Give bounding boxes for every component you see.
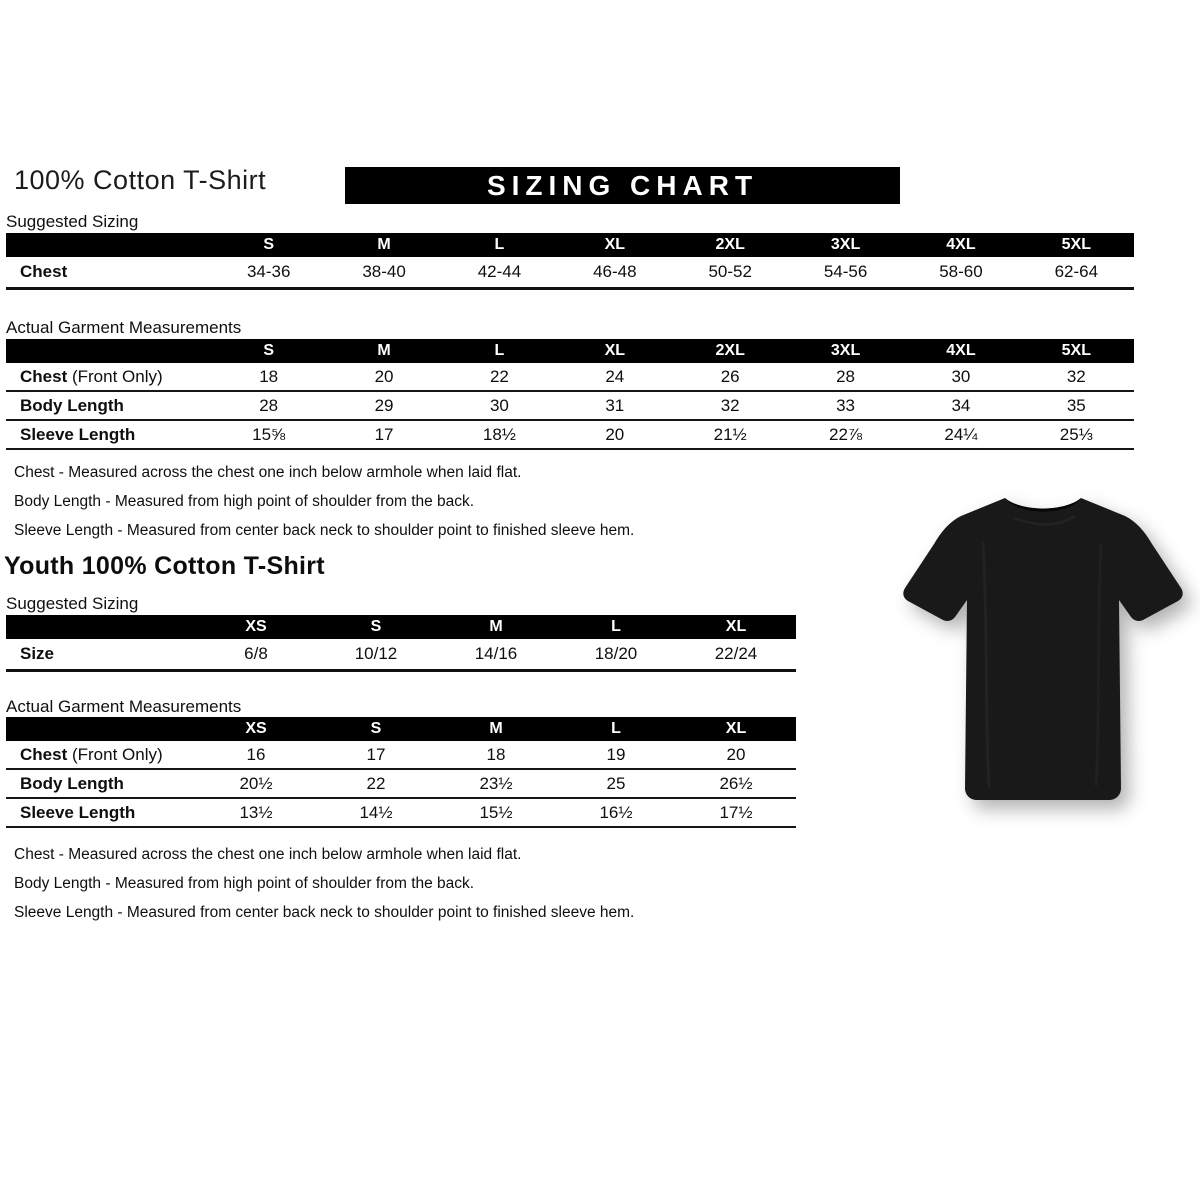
table-cell: 15⅝ [252,424,286,444]
youth-garment-measurements-label: Actual Garment Measurements [6,697,242,716]
column-header-l: L [494,236,505,253]
table-cell: 17 [374,424,394,444]
column-header-xl: XL [604,342,626,359]
table-cell: 25⅓ [1059,424,1093,444]
column-header-m: M [377,236,391,253]
adult-measurement-notes [14,458,634,545]
table-cell: 20 [605,424,625,444]
table-cell: 24 [605,366,625,386]
column-header-s: S [370,618,382,635]
youth-suggested-sizing-table [6,615,796,672]
row-label: Body Length [20,395,124,415]
adult-garment-measurements-label: Actual Garment Measurements [6,318,242,337]
table-cell: 18 [259,366,279,386]
column-header-xs: XS [245,618,267,635]
column-header-m: M [489,720,503,737]
table-header-row [6,339,1134,363]
table-cell: 14½ [359,802,393,822]
table-cell: 58-60 [939,262,983,281]
note-body-length: Body Length - Measured from high point of shoulder from the back. [14,493,475,510]
table-cell: 62-64 [1054,262,1099,281]
table-cell: 16 [246,744,266,764]
table-cell: 17½ [719,802,753,822]
column-header-l: L [611,720,621,737]
column-header-l: L [494,342,505,359]
note-sleeve-length: Sleeve Length - Measured from center back neck to shoulder point to finished sleeve hem. [14,904,635,921]
column-header-l: L [611,618,621,635]
table-cell: 28 [259,395,279,415]
table-cell: 46-48 [593,262,637,281]
table-cell: 20½ [239,773,273,793]
column-header-xs: XS [245,720,267,737]
row-label: Sleeve Length [20,802,136,822]
youth-garment-measurements-table [6,717,796,828]
table-cell: 32 [1066,366,1086,386]
table-cell: 18½ [482,424,516,444]
table-cell: 22⅞ [829,424,863,444]
table-cell: 21½ [713,424,747,444]
tshirt-image [893,472,1193,827]
note-chest: Chest - Measured across the chest one inch below armhole when laid flat. [14,846,522,863]
row-label: Chest (Front Only) [20,366,163,386]
table-cell: 17 [366,744,386,764]
table-row [6,799,796,828]
table-cell: 29 [374,395,394,415]
table-row [6,363,1134,392]
note-chest: Chest - Measured across the chest one inch below armhole when laid flat. [14,464,522,481]
table-cell: 42-44 [477,262,522,281]
table-cell: 18 [486,744,506,764]
table-row [6,257,1134,290]
column-header-s: S [370,720,382,737]
table-cell: 23½ [479,773,513,793]
adult-suggested-sizing-label: Suggested Sizing [6,212,139,231]
table-cell: 50-52 [708,262,752,281]
column-header-3xl: 3XL [830,236,861,253]
table-cell: 25 [606,773,626,793]
table-cell: 19 [606,744,626,764]
table-cell: 20 [374,366,394,386]
table-cell: 35 [1066,395,1086,415]
column-header-xl: XL [725,720,747,737]
table-cell: 22/24 [714,644,758,663]
table-cell: 20 [726,744,746,764]
table-cell: 22 [489,366,509,386]
table-header-row [6,615,796,639]
adult-garment-measurements-table [6,339,1134,450]
table-cell: 24¼ [944,424,978,444]
note-sleeve-length: Sleeve Length - Measured from center back neck to shoulder point to finished sleeve hem. [14,522,635,539]
row-label: Size [20,644,55,663]
youth-suggested-sizing-label: Suggested Sizing [6,594,139,613]
table-cell: 30 [951,366,971,386]
sizing-chart-banner: SIZING CHART [345,167,900,204]
column-header-4xl: 4XL [946,342,976,359]
column-header-m: M [489,618,503,635]
table-header-row [6,717,796,741]
page-title: 100% Cotton T-Shirt [14,165,267,195]
column-header-m: M [377,342,391,359]
table-cell: 34-36 [246,262,291,281]
column-header-s: S [263,342,275,359]
table-row [6,741,796,770]
table-row [6,639,796,672]
black-tshirt-icon [893,472,1193,827]
column-header-5xl: 5XL [1061,342,1091,359]
column-header-2xl: 2XL [715,342,745,359]
youth-measurement-notes [14,840,634,927]
column-header-s: S [263,236,275,253]
table-cell: 26 [720,366,740,386]
table-cell: 22 [366,773,386,793]
column-header-3xl: 3XL [830,342,861,359]
table-cell: 13½ [239,802,273,822]
adult-suggested-sizing-table [6,233,1134,290]
row-label: Sleeve Length [20,424,136,444]
table-row [6,392,1134,421]
table-cell: 15½ [479,802,513,822]
column-header-5xl: 5XL [1061,236,1091,253]
row-label: Chest (Front Only) [20,744,163,764]
table-cell: 10/12 [354,644,398,663]
row-label: Body Length [20,773,124,793]
table-cell: 54-56 [823,262,868,281]
table-row [6,770,796,799]
table-cell: 6/8 [244,644,268,663]
table-cell: 34 [951,395,971,415]
table-cell: 16½ [599,802,633,822]
table-cell: 28 [836,366,856,386]
table-cell: 32 [720,395,740,415]
column-header-4xl: 4XL [946,236,976,253]
column-header-xl: XL [725,618,747,635]
column-header-2xl: 2XL [715,236,745,253]
table-cell: 33 [836,395,856,415]
table-cell: 14/16 [474,644,518,663]
row-label: Chest [20,262,68,281]
note-body-length: Body Length - Measured from high point of shoulder from the back. [14,875,475,892]
table-cell: 30 [489,395,509,415]
table-row [6,421,1134,450]
table-cell: 38-40 [362,262,406,281]
table-cell: 26½ [719,773,753,793]
youth-section-title: Youth 100% Cotton T-Shirt [4,552,325,580]
table-header-row [6,233,1134,257]
column-header-xl: XL [604,236,626,253]
table-cell: 18/20 [594,644,638,663]
table-cell: 31 [605,395,625,415]
